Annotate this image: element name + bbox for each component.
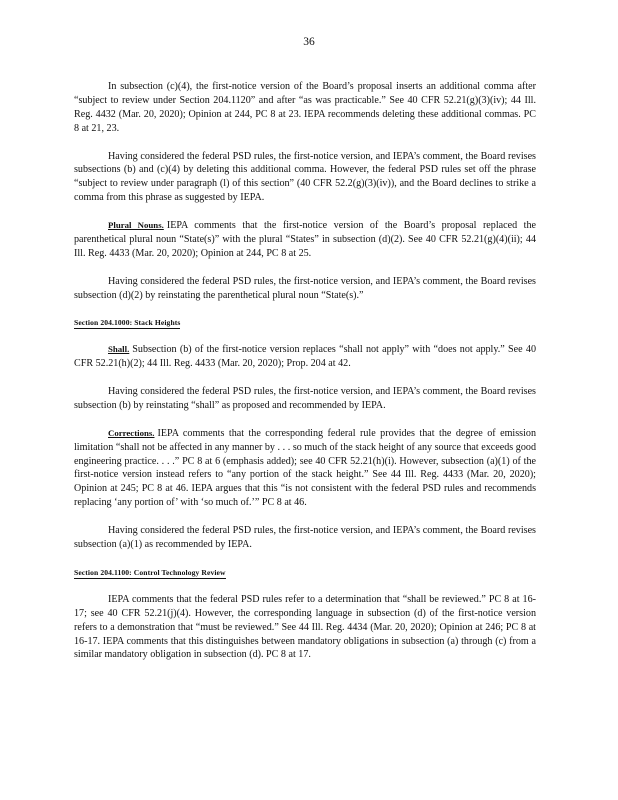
paragraph-text: Subsection (b) of the first-notice version replaces “shall not apply” with “does not apply.” See 40 CFR 52.21(h)(2); 44 Ill. Reg. 4433 (Mar. 20, 2020); Prop. 204 at 42. xyxy=(74,344,536,370)
section-heading-text: Section 204.1000: Stack Heights xyxy=(74,318,181,328)
paragraph xyxy=(74,219,536,261)
section-heading-text: Section 204.1100: Control Technology Review xyxy=(74,567,226,577)
paragraph: Having considered the federal PSD rules, the first-notice version, and IEPA’s comment, the Board revises subsection (d)(2) by reinstating the parenthetical plural noun “State(s).” xyxy=(74,275,536,301)
paragraph-text: IEPA comments that the corresponding federal rule provides that the degree of emission limitation “shall not be affected in any manner by . . . so much of the stack height of any source that exceeds good engineering practice. . . .” PC 8 at 6 (emphasis added); see 40 CFR 52.21(h)(i). However, subsection (a)(1) of the first-notice version instead refers to “any portion of the stack height.” See 44 Ill. Reg. 4433 (Mar. 20, 2020); Opinion at 245; PC 8 at 46. IEPA argues that this “is not consistent with the federal PSD rules and recommends replacing ‘any portion of’ with ‘so much of.’” PC 8 at 46. xyxy=(74,427,536,509)
paragraph-heading: Shall. xyxy=(108,344,130,355)
paragraph-heading: Plural Nouns. xyxy=(108,220,164,231)
page-number: 36 xyxy=(303,36,315,48)
section-heading xyxy=(74,566,536,593)
paragraph-text: IEPA comments that the first-notice version of the Board’s proposal replaced the parenthetical plural noun “State(s)” with the plural “States” in subsection (d)(2). See 40 CFR 52.21(g)(4)(ii); 44 Ill. Reg. 4433 (Mar. 20, 2020); Opinion at 244, PC 8 at 25. xyxy=(74,220,536,259)
paragraph: IEPA comments that the federal PSD rules refer to a determination that “shall be reviewed.” PC 8 at 16-17; see 40 CFR 52.21(j)(4). However, the corresponding language in subsection (d) of the first-notice version refers to a demonstration that “must be reviewed.” See 44 Ill. Reg. 4434 (Mar. 20, 2020); Opinion at 246; PC 8 at 16-17. IEPA comments that this distinguishes between mandatory obligations in subsection (a) through (c) from a similar mandatory obligation in subsection (d). PC 8 at 17. xyxy=(74,593,536,661)
paragraph: Having considered the federal PSD rules, the first-notice version, and IEPA’s comment, the Board revises subsections (b) and (c)(4) by deleting this additional comma. However, the federal PSD rules set off the phrase “subject to review under paragraph (l) of this section” (40 CFR 52.2(g)(3)(iv)), and the Board declines to strike a comma from this phrase as suggested by IEPA. xyxy=(74,150,536,204)
paragraph xyxy=(74,343,536,371)
paragraph xyxy=(74,427,536,510)
paragraph: Having considered the federal PSD rules, the first-notice version, and IEPA’s comment, the Board revises subsection (a)(1) as recommended by IEPA. xyxy=(74,525,536,550)
section-heading xyxy=(74,316,536,343)
paragraph: In subsection (c)(4), the first-notice version of the Board’s proposal inserts an additional comma after “subject to review under Section 204.1120” and after “as was practicable.” See 40 CFR 52.21(g)(3)(iv); 44 Ill. Reg. 4432 (Mar. 20, 2020); Opinion at 244, PC 8 at 23. IEPA recommends deleting these additional commas. PC 8 at 21, 23. xyxy=(74,81,536,134)
paragraph: Having considered the federal PSD rules, the first-notice version, and IEPA’s comment, the Board revises subsection (b) by reinstating “shall” as proposed and recommended by IEPA. xyxy=(74,386,536,411)
document-body xyxy=(74,80,536,676)
paragraph-heading: Corrections. xyxy=(108,427,155,438)
